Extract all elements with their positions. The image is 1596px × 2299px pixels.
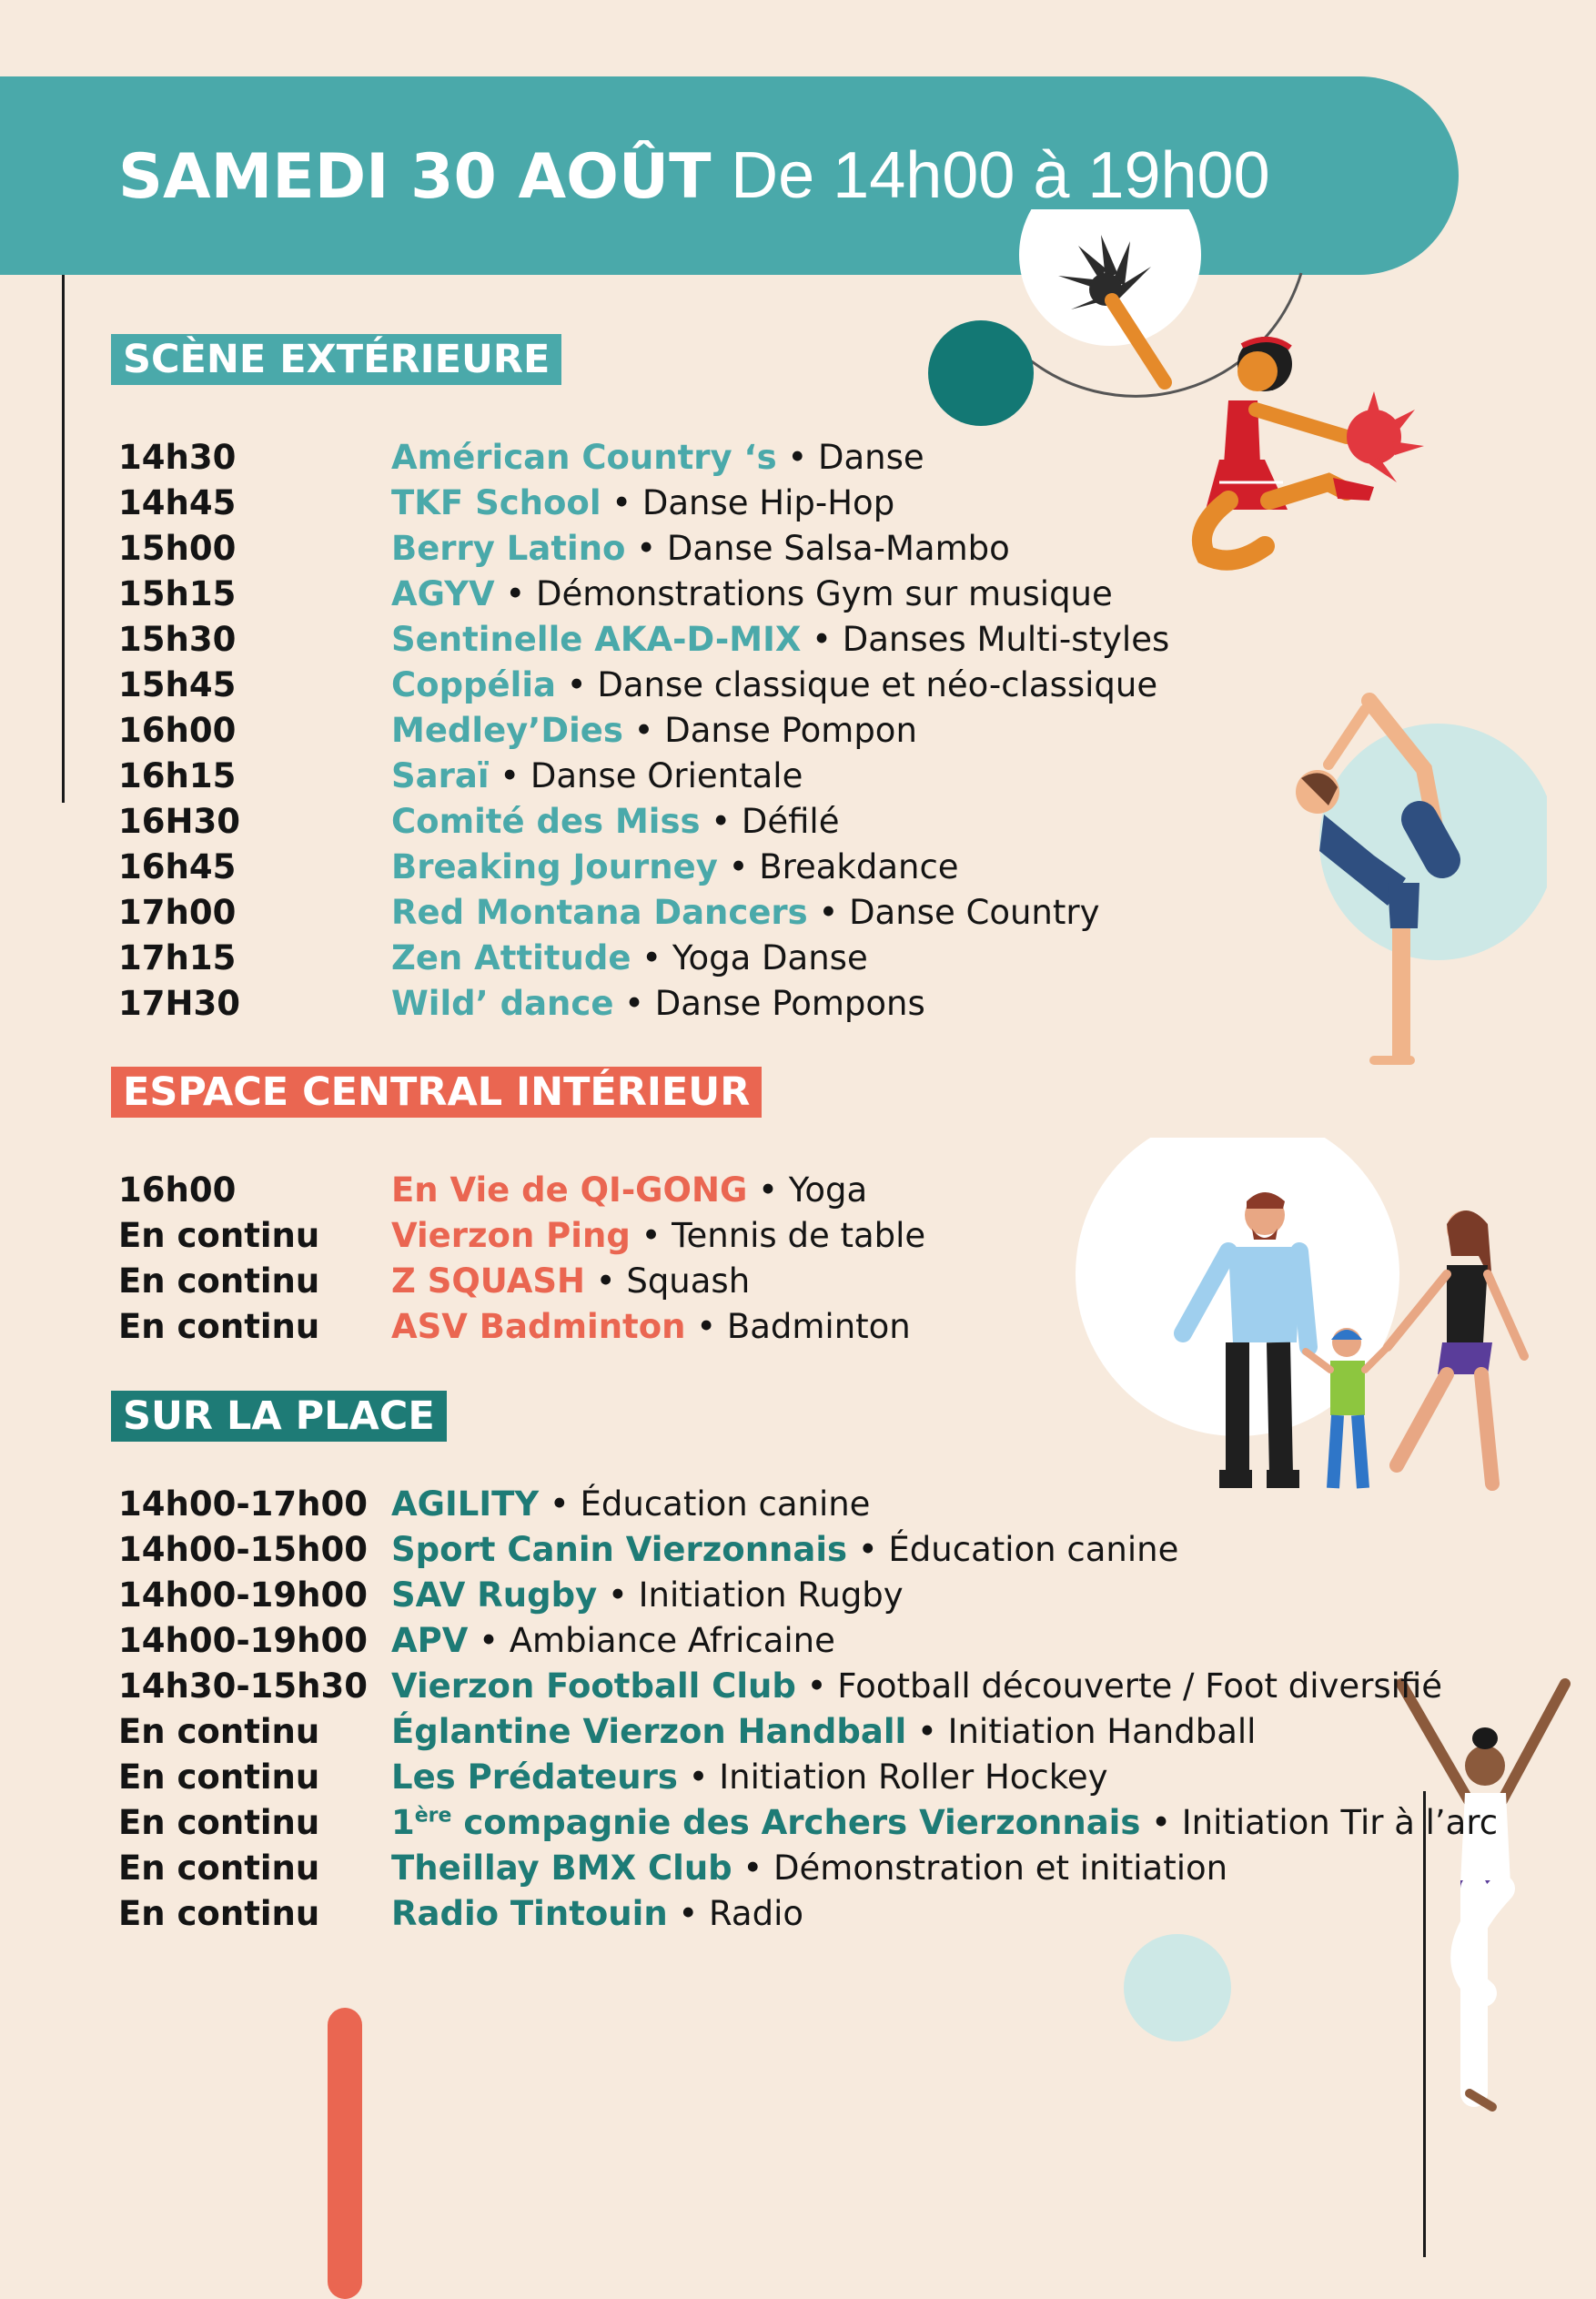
item-name-prefix: 1 xyxy=(391,1803,415,1842)
item-desc: Radio xyxy=(709,1894,804,1933)
item-name: Radio Tintouin xyxy=(391,1894,668,1933)
item-name: Vierzon Football Club xyxy=(391,1666,796,1706)
item-name: Vierzon Ping xyxy=(391,1216,631,1255)
item-desc: Squash xyxy=(626,1261,751,1301)
item-desc: Initiation Rugby xyxy=(638,1575,904,1615)
item-time: En continu xyxy=(118,1261,320,1301)
item-desc: Ambiance Africaine xyxy=(509,1621,835,1660)
item-time: 15h00 xyxy=(118,529,237,568)
item-name: Berry Latino xyxy=(391,529,626,568)
item-name: AGILITY xyxy=(391,1484,540,1524)
item-desc: Danse Pompons xyxy=(654,984,925,1023)
item-name: Zen Attitude xyxy=(391,938,631,977)
item-name: Theillay BMX Club xyxy=(391,1848,732,1888)
item-desc: Démonstration et initiation xyxy=(773,1848,1228,1888)
item-desc: Danse Orientale xyxy=(530,756,803,795)
item-time: 17h00 xyxy=(118,893,237,932)
item-name: Sentinelle AKA-D-MIX xyxy=(391,620,802,659)
item-time: 16H30 xyxy=(118,802,240,841)
item-time: 14h00-19h00 xyxy=(118,1575,368,1615)
item-name: APV xyxy=(391,1621,469,1660)
item-desc: Yoga Danse xyxy=(672,938,868,977)
item-time: 14h00-15h00 xyxy=(118,1530,368,1569)
item-desc: Tennis de table xyxy=(672,1216,926,1255)
item-desc: Badminton xyxy=(726,1307,911,1346)
item-name: Sport Canin Vierzonnais xyxy=(391,1530,848,1569)
item-time: 16h15 xyxy=(118,756,237,795)
family-rollerskating-illustration xyxy=(1074,1138,1547,1529)
item-name: SAV Rugby xyxy=(391,1575,598,1615)
item-name-rest: compagnie des Archers Vierzonnais xyxy=(451,1803,1141,1842)
item-time: En continu xyxy=(118,1757,320,1797)
left-vertical-line xyxy=(62,206,65,803)
item-desc: Éducation canine xyxy=(888,1530,1179,1569)
item-name: Américan Country ‘s xyxy=(391,438,777,477)
item-desc: Breakdance xyxy=(759,847,959,886)
item-time: 16h45 xyxy=(118,847,237,886)
section-title-espace-central: ESPACE CENTRAL INTÉRIEUR xyxy=(111,1067,762,1118)
item-name: Saraï xyxy=(391,756,490,795)
item-name: Z SQUASH xyxy=(391,1261,585,1301)
item-time: 14h00-19h00 xyxy=(118,1621,368,1660)
item-time: 16h00 xyxy=(118,1170,237,1210)
item-name: ASV Badminton xyxy=(391,1307,686,1346)
item-time: En continu xyxy=(118,1307,320,1346)
item-desc: Initiation Handball xyxy=(947,1712,1257,1751)
item-desc: Danse Salsa-Mambo xyxy=(666,529,1010,568)
item-desc: Danse classique et néo-classique xyxy=(597,665,1158,704)
item-desc: Danse Country xyxy=(849,893,1100,932)
item-desc: Éducation canine xyxy=(580,1484,871,1524)
item-time: 15h15 xyxy=(118,574,237,613)
item-time: En continu xyxy=(118,1216,320,1255)
item-name-superscript: ère xyxy=(414,1804,452,1828)
item-name: Red Montana Dancers xyxy=(391,893,808,932)
dancer-illustration xyxy=(1274,683,1547,1074)
banner-hours: De 14h00 à 19h00 xyxy=(731,139,1270,212)
item-time: En continu xyxy=(118,1894,320,1933)
banner-date: SAMEDI 30 AOÛT xyxy=(118,141,712,213)
item-name: Les Prédateurs xyxy=(391,1757,678,1797)
item-name: Coppélia xyxy=(391,665,556,704)
light-circle-bottom xyxy=(1124,1934,1231,2041)
item-time: En continu xyxy=(118,1712,320,1751)
yoga-woman-illustration xyxy=(1383,1666,1583,2139)
section-title-scene-exterieure: SCÈNE EXTÉRIEURE xyxy=(111,334,561,385)
item-desc: Initiation Roller Hockey xyxy=(719,1757,1108,1797)
item-desc: Danses Multi-styles xyxy=(842,620,1170,659)
item-time: 14h30-15h30 xyxy=(118,1666,368,1706)
item-name: AGYV xyxy=(391,574,495,613)
section-title-sur-la-place: SUR LA PLACE xyxy=(111,1391,447,1442)
item-name: Medley’Dies xyxy=(391,711,623,750)
item-time: 14h00-17h00 xyxy=(118,1484,368,1524)
coral-bottom-bar xyxy=(328,2008,362,2299)
item-time: En continu xyxy=(118,1848,320,1888)
item-time: 15h45 xyxy=(118,665,237,704)
item-desc: Défilé xyxy=(741,802,840,841)
item-time: 15h30 xyxy=(118,620,237,659)
item-time: 14h30 xyxy=(118,438,237,477)
item-desc: Danse Pompon xyxy=(664,711,917,750)
item-time: 14h45 xyxy=(118,483,237,522)
item-name: TKF School xyxy=(391,483,601,522)
item-name xyxy=(391,1803,1140,1842)
item-name: Comité des Miss xyxy=(391,802,701,841)
item-name: Breaking Journey xyxy=(391,847,718,886)
item-desc: Danse Hip-Hop xyxy=(641,483,895,522)
item-desc: Démonstrations Gym sur musique xyxy=(535,574,1113,613)
item-name: Églantine Vierzon Handball xyxy=(391,1712,907,1751)
item-time: 17H30 xyxy=(118,984,240,1023)
item-desc: Initiation Tir à l’arc xyxy=(1181,1803,1499,1842)
item-desc: Football découverte / Foot diversifié xyxy=(837,1666,1443,1706)
item-name: En Vie de QI-GONG xyxy=(391,1170,748,1210)
item-name: Wild’ dance xyxy=(391,984,614,1023)
item-desc: Yoga xyxy=(788,1170,868,1210)
item-time: 17h15 xyxy=(118,938,237,977)
item-time: En continu xyxy=(118,1803,320,1842)
item-desc: Danse xyxy=(817,438,924,477)
item-time: 16h00 xyxy=(118,711,237,750)
